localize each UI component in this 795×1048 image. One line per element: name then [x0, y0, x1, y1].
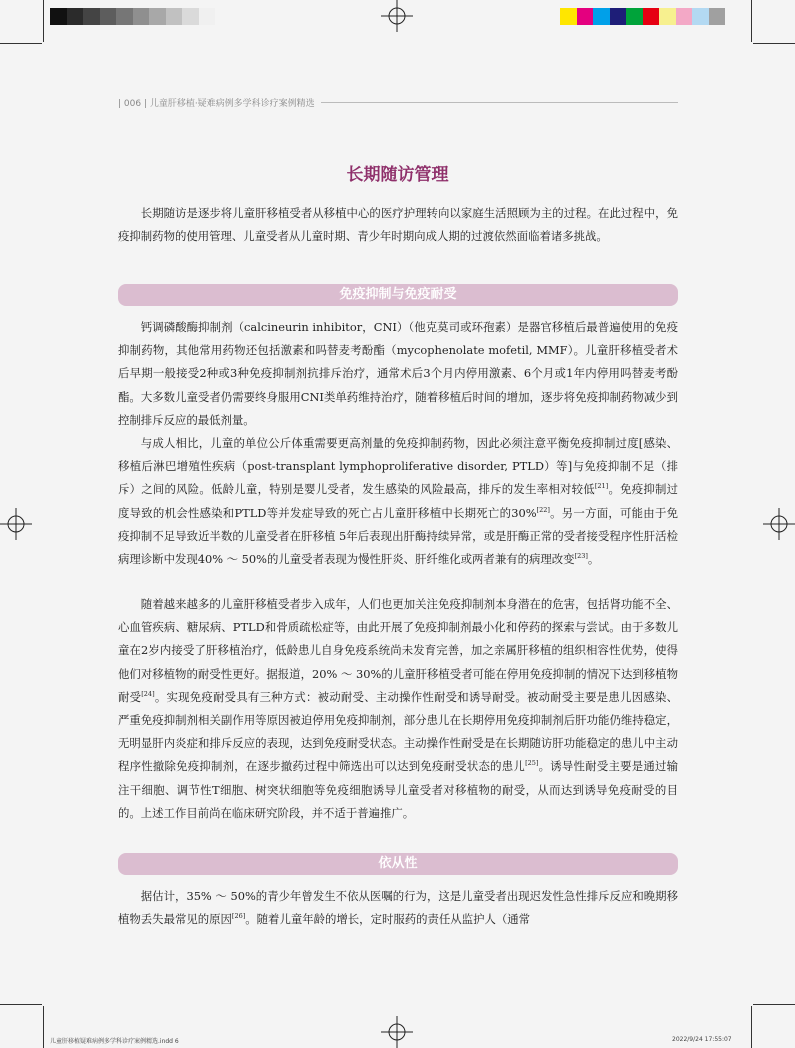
header-rule [321, 102, 678, 103]
color-swatch [593, 8, 610, 25]
text-span: 。实现免疫耐受具有三种方式：被动耐受、主动操作性耐受和诱导耐受。被动耐受主要是患儿因感染、严重免疫抑制剂相关副作用等原因被迫停用免疫抑制剂，部分患儿在长期停用免疫抑制剂后肝功能仍维持稳定，无明显肝内炎症和排斥反应的表现，达到免疫耐受状态。主动操作性耐受是在长期随访肝功能稳定的患儿中主动程序性撤除免疫抑制剂，在逐步撤药过程中筛选出可以达到免疫耐受状态的患儿 [118, 689, 678, 774]
color-swatch [560, 8, 577, 25]
color-swatch [149, 8, 166, 25]
citation-ref: [23] [574, 552, 588, 561]
color-swatch [182, 8, 199, 25]
crop-mark [43, 0, 44, 42]
crop-mark [751, 0, 752, 42]
text-span: 。随着儿童年龄的增长，定时服药的责任从监护人（通常 [245, 912, 531, 927]
intro-paragraph: 长期随访是逐步将儿童肝移植受者从移植中心的医疗护理转向以家庭生活照顾为主的过程。在此过程中，免疫抑制药物的使用管理、儿童受者从儿童时期、青少年时期向成人期的过渡依然面临着诸多挑战。 [118, 206, 678, 244]
color-swatch [577, 8, 594, 25]
crop-mark [753, 1004, 795, 1005]
color-swatch [709, 8, 726, 25]
citation-ref: [24] [141, 690, 155, 699]
running-header-text: | 006 | 儿童肝移植·疑难病例多学科诊疗案例精选 [118, 99, 315, 109]
running-header [118, 96, 678, 109]
paragraph-cni: 钙调磷酸酶抑制剂（calcineurin inhibitor，CNI）（他克莫司或环孢素）是器官移植后最普遍使用的免疫抑制药物，其他常用药物还包括激素和吗替麦考酚酯（mycophenolate mofetil, MMF）。儿童肝移植受者术后早期一般接受2种或3种免疫抑制剂抗排斥治疗，通常术后3个月内停用激素、6个月或1年内停用吗替麦考酚酯。大多数儿童受者仍需要终身服用CNI类单药维持治疗，随着移植后时间的增加，逐步将免疫抑制药物减少到控制排斥反应的最低剂量。 [118, 320, 678, 427]
crop-mark [0, 43, 42, 44]
citation-ref: [26] [231, 912, 246, 921]
text-span: 。免疫抑制过度导致的机会性感染和PTLD等并发症导致的死亡占儿童肝移植中长期死亡的30% [118, 482, 678, 520]
color-swatch [50, 8, 67, 25]
color-swatch [116, 8, 133, 25]
color-swatch [676, 8, 693, 25]
color-swatch [626, 8, 643, 25]
crop-mark [43, 1006, 44, 1048]
registration-mark-icon [0, 508, 32, 540]
color-swatch [610, 8, 627, 25]
color-swatch [659, 8, 676, 25]
paragraph-tolerance [118, 593, 678, 825]
citation-ref: [21] [594, 482, 609, 491]
text-span: 随着越来越多的儿童肝移植受者步入成年，人们也更加关注免疫抑制剂本身潜在的危害，包括肾功能不全、心血管疾病、糖尿病、PTLD和骨质疏松症等，由此开展了免疫抑制剂最小化和停药的探索与尝试。由于多数儿童在2岁内接受了肝移植治疗，低龄患儿自身免疫系统尚未发育完善，加之亲属肝移植的组织相容性优势，使得他们对移植物的耐受性更好。据报道，20% ～ 30%的儿童肝移植受者可能在停用免疫抑制的情况下达到移植物耐受 [118, 597, 678, 704]
crop-mark [751, 1006, 752, 1048]
color-swatch [100, 8, 117, 25]
footer-timestamp: 2022/9/24 17:55:07 [672, 1036, 732, 1043]
crop-mark [0, 1004, 42, 1005]
text-span: 据估计，35% ～ 50%的青少年曾发生不依从医嘱的行为，这是儿童受者出现迟发性急性排斥反应和晚期移植物丢失最常见的原因 [118, 889, 678, 927]
color-swatch [133, 8, 150, 25]
color-swatch [692, 8, 709, 25]
registration-mark-icon [381, 1016, 413, 1048]
registration-mark-icon [763, 508, 795, 540]
paragraph-dose-balance [118, 432, 678, 571]
color-swatch [199, 8, 216, 25]
text-span: 。诱导性耐受主要是通过输注干细胞、调节性T细胞、树突状细胞等免疫细胞诱导儿童受者对移植物的耐受，从而达到诱导免疫耐受的目的。上述工作目前尚在临床研究阶段，并不适于普遍推广。 [118, 759, 678, 820]
color-swatch [83, 8, 100, 25]
gray-color-bar [50, 8, 215, 25]
color-swatch [643, 8, 660, 25]
text-span: 。另一方面，可能由于免疫抑制不足导致近半数的儿童受者在肝移植 5年后表现出肝酶持续异常，或是肝酶正常的受者接受程序性肝活检病理诊断中发现40% ～ 50%的儿童受者表现为慢性肝炎、肝纤维化或两者兼有的病理改变 [118, 505, 678, 567]
crop-mark [753, 43, 795, 44]
paragraph-adherence [118, 885, 678, 931]
section-heading-immunosuppression: 免疫抑制与免疫耐受 [118, 284, 678, 306]
citation-ref: [22] [536, 505, 550, 514]
registration-mark-icon [381, 0, 413, 32]
footer-file-name: 儿童肝移植疑难病例多学科诊疗案例精选.indd 6 [50, 1038, 179, 1045]
section-heading-adherence: 依从性 [118, 853, 678, 875]
color-swatch [67, 8, 84, 25]
citation-ref: [25] [525, 759, 539, 768]
text-span: 与成人相比，儿童的单位公斤体重需要更高剂量的免疫抑制药物，因此必须注意平衡免疫抑制过度[感染、移植后淋巴增殖性疾病（post-transplant lymphoproliferative disorder, PTLD）等]与免疫抑制不足（排斥）之间的风险。低龄儿童，特别是婴儿受者，发生感染的风险最高，排斥的发生率相对较低 [118, 436, 678, 497]
text-span: 。 [587, 552, 600, 567]
color-swatch [166, 8, 183, 25]
cmyk-color-bar [560, 8, 725, 25]
page-title: 长期随访管理 [346, 165, 449, 185]
